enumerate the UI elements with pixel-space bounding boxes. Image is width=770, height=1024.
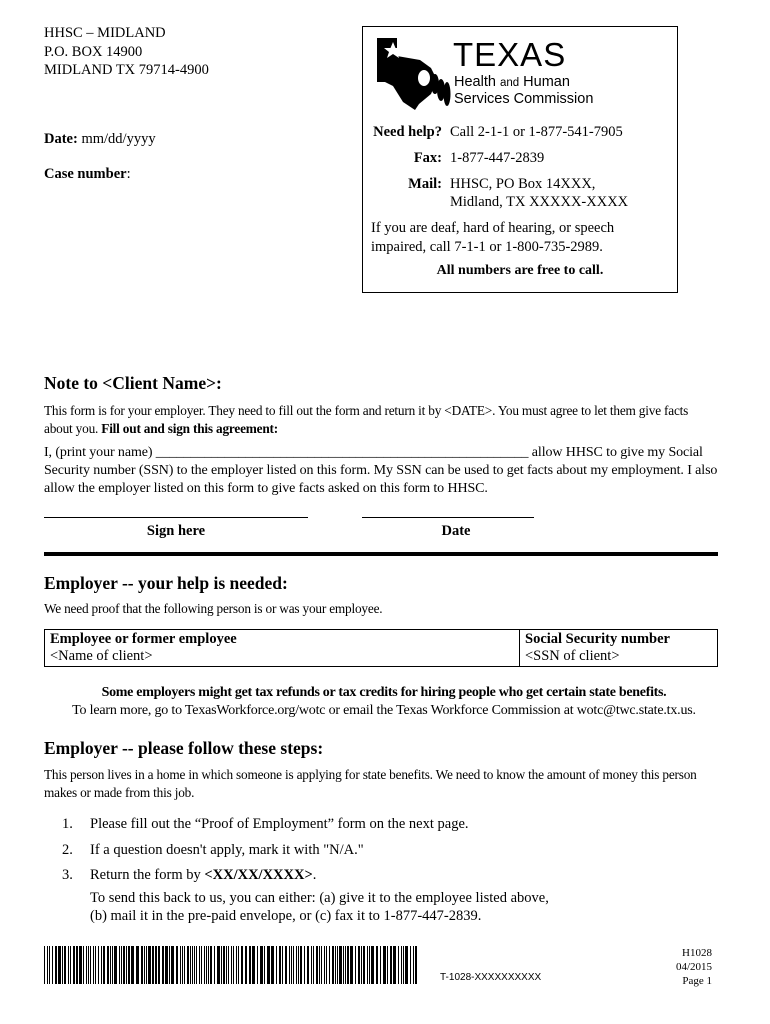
employer-heading: Employer -- your help is needed: xyxy=(44,573,288,593)
barcode-bar xyxy=(180,946,181,984)
barcode-bar xyxy=(201,946,202,984)
barcode-bar xyxy=(79,946,82,984)
barcode-bar xyxy=(376,946,378,984)
employee-table xyxy=(44,629,718,667)
barcode-bar xyxy=(64,946,66,984)
barcode-bar xyxy=(146,946,147,984)
barcode-bar xyxy=(390,946,392,984)
barcode-bar xyxy=(363,946,365,984)
barcode-bar xyxy=(293,946,294,984)
logo-and: and xyxy=(499,77,520,89)
table-row xyxy=(45,630,718,667)
barcode-bar xyxy=(95,946,96,984)
barcode-bar xyxy=(410,946,411,984)
barcode-bar xyxy=(192,946,193,984)
mail-label: Mail: xyxy=(408,176,442,192)
barcode-bar xyxy=(249,946,251,984)
barcode-bar xyxy=(199,946,200,984)
sender-line-2: P.O. BOX 14900 xyxy=(44,43,143,60)
barcode-bar xyxy=(47,946,48,984)
help-label: Need help? xyxy=(373,124,442,140)
barcode-bar xyxy=(383,946,386,984)
barcode-bar xyxy=(233,946,234,984)
barcode-bar xyxy=(68,946,69,984)
barcode-bar xyxy=(279,946,281,984)
barcode-bar xyxy=(208,946,209,984)
barcode xyxy=(44,946,418,984)
ssn-value: <SSN of client> xyxy=(525,648,620,664)
barcode-bar xyxy=(144,946,145,984)
list-item xyxy=(0,867,770,887)
help-row xyxy=(362,124,678,144)
return-note-1: To send this back to us, you can either: (a) give it to the employee listed above, xyxy=(90,890,549,906)
barcode-bar xyxy=(62,946,63,984)
barcode-bar xyxy=(131,946,134,984)
barcode-bar xyxy=(311,946,312,984)
barcode-bar xyxy=(403,946,404,984)
section-divider xyxy=(44,552,718,556)
case-number-label: Case number xyxy=(44,166,127,182)
barcode-bar xyxy=(171,946,174,984)
barcode-bar xyxy=(329,946,330,984)
barcode-bar xyxy=(313,946,314,984)
list-item xyxy=(0,816,770,836)
barcode-bar xyxy=(196,946,197,984)
employee-cell xyxy=(45,630,520,667)
barcode-bar xyxy=(128,946,130,984)
step-number: 3. xyxy=(62,867,73,883)
barcode-bar xyxy=(319,946,320,984)
step-text-post: . xyxy=(312,867,317,883)
barcode-bar xyxy=(223,946,225,984)
employee-name: <Name of client> xyxy=(50,648,153,664)
barcode-bar xyxy=(210,946,212,984)
sender-line-3: MIDLAND TX 79714-4900 xyxy=(44,62,209,78)
barcode-bar xyxy=(413,946,414,984)
barcode-bar xyxy=(296,946,297,984)
barcode-bar xyxy=(88,946,89,984)
barcode-bar xyxy=(371,946,374,984)
barcode-bar xyxy=(298,946,299,984)
note-heading: Note to <Client Name>: xyxy=(44,373,222,393)
barcode-bar xyxy=(101,946,102,984)
form-info xyxy=(640,946,712,988)
step-text xyxy=(90,867,316,884)
ssn-header: Social Security number xyxy=(525,631,670,647)
help-phone[interactable]: Call 2-1-1 or 1-877-541-7905 xyxy=(450,124,623,140)
barcode-bar xyxy=(285,946,287,984)
form-date: 04/2015 xyxy=(675,961,712,973)
sign-here-label: Sign here xyxy=(146,523,206,539)
barcode-bar xyxy=(345,946,346,984)
barcode-bar xyxy=(214,946,215,984)
barcode-bar xyxy=(387,946,388,984)
barcode-bar xyxy=(112,946,113,984)
barcode-bar xyxy=(252,946,255,984)
signature-date-line[interactable] xyxy=(362,517,534,518)
fax-number[interactable]: 1-877-447-2839 xyxy=(450,150,545,166)
barcode-bar xyxy=(304,946,305,984)
barcode-bar xyxy=(241,946,243,984)
ssn-cell xyxy=(520,630,718,667)
barcode-bar xyxy=(121,946,122,984)
barcode-bar xyxy=(55,946,57,984)
tax-credit-info: To learn more, go to TexasWorkforce.org/wotc or email the Texas Workforce Commission at wotc@twc.state.tx.us. xyxy=(72,703,696,718)
date-value: mm/dd/yyyy xyxy=(77,131,156,147)
barcode-bar xyxy=(335,946,336,984)
barcode-bar xyxy=(271,946,274,984)
logo-human: Human xyxy=(519,74,570,90)
barcode-bar xyxy=(206,946,207,984)
barcode-bar xyxy=(228,946,229,984)
barcode-bar xyxy=(337,946,338,984)
texas-state-silhouette-icon xyxy=(377,38,451,110)
barcode-bar xyxy=(58,946,61,984)
date-field xyxy=(44,131,156,148)
barcode-bar xyxy=(187,946,189,984)
sender-address xyxy=(44,24,209,80)
free-call-note: All numbers are free to call. xyxy=(436,263,604,278)
fax-label: Fax: xyxy=(413,150,442,166)
barcode-bar xyxy=(73,946,75,984)
barcode-bar xyxy=(282,946,283,984)
barcode-bar xyxy=(361,946,362,984)
barcode-bar xyxy=(182,946,183,984)
barcode-bar xyxy=(76,946,78,984)
mail-address-2: Midland, TX XXXXX-XXXX xyxy=(450,194,629,210)
barcode-bar xyxy=(114,946,117,984)
barcode-bar xyxy=(316,946,318,984)
barcode-bar xyxy=(405,946,408,984)
note-paragraph xyxy=(44,402,714,438)
fax-row xyxy=(362,150,678,170)
barcode-bar xyxy=(98,946,99,984)
barcode-bar xyxy=(380,946,381,984)
return-note-2: (b) mail it in the pre-paid envelope, or (c) fax it to 1-877-447-2839. xyxy=(90,908,482,924)
step-text-pre: Return the form by xyxy=(90,867,205,883)
barcode-bar xyxy=(355,946,356,984)
barcode-bar xyxy=(70,946,71,984)
barcode-bar xyxy=(103,946,105,984)
barcode-bar xyxy=(238,946,239,984)
barcode-bar xyxy=(264,946,265,984)
barcode-bar xyxy=(90,946,91,984)
step-number: 2. xyxy=(62,842,73,858)
barcode-bar xyxy=(398,946,399,984)
barcode-bar xyxy=(184,946,185,984)
barcode-bar xyxy=(221,946,222,984)
deaf-note: If you are deaf, hard of hearing, or speech impaired, call 7-1-1 or 1-800-735-2989. xyxy=(371,220,615,255)
tax-credit-note: Some employers might get tax refunds or tax credits for hiring people who get certain state benefits. xyxy=(101,685,667,700)
barcode-bar xyxy=(307,946,309,984)
barcode-bar xyxy=(226,946,227,984)
barcode-bar xyxy=(83,946,84,984)
barcode-bar xyxy=(204,946,205,984)
steps-intro: This person lives in a home in which someone is applying for state benefits. We need to know the amount of money this person makes or made from this job. xyxy=(44,767,697,800)
date-label: Date: xyxy=(44,131,78,147)
barcode-bar xyxy=(148,946,151,984)
barcode-bar xyxy=(289,946,290,984)
barcode-bar xyxy=(401,946,402,984)
barcode-bar xyxy=(86,946,87,984)
sign-date-label: Date xyxy=(441,523,471,539)
barcode-bar xyxy=(44,946,45,984)
page-number: Page 1 xyxy=(682,975,712,987)
barcode-bar xyxy=(326,946,327,984)
barcode-bar xyxy=(257,946,258,984)
form-number: H1028 xyxy=(682,947,712,959)
signature-line[interactable] xyxy=(44,517,308,518)
barcode-bar xyxy=(332,946,334,984)
barcode-bar xyxy=(217,946,220,984)
step-number: 1. xyxy=(62,816,73,832)
agreement-paragraph: I, (print your name) ______________________________________________________ allow HHSC to give my Social Security number (SSN) to the employer listed on this form. My SSN can be used to get facts about my employment. I also allow the employer listed on this form to give facts asked on this form to HHSC. xyxy=(44,445,718,496)
barcode-bar xyxy=(190,946,191,984)
employee-header: Employee or former employee xyxy=(50,631,237,647)
barcode-bar xyxy=(176,946,178,984)
barcode-bar xyxy=(141,946,143,984)
barcode-bar xyxy=(231,946,232,984)
barcode-bar xyxy=(300,946,302,984)
logo-texas-wordmark: TEXAS xyxy=(453,36,567,73)
barcode-bar xyxy=(339,946,342,984)
mail-address-1: HHSC, PO Box 14XXX, xyxy=(450,176,596,192)
barcode-bar xyxy=(267,946,270,984)
barcode-bar xyxy=(165,946,168,984)
barcode-bar xyxy=(110,946,111,984)
logo-line-2 xyxy=(454,74,570,92)
logo-line-3: Services Commission xyxy=(454,91,594,107)
case-number-colon: : xyxy=(126,166,131,182)
note-instruction: Fill out and sign this agreement: xyxy=(101,421,278,436)
barcode-bar xyxy=(343,946,344,984)
barcode-bar xyxy=(415,946,417,984)
sender-line-1: HHSC – MIDLAND xyxy=(44,25,166,41)
barcode-bar xyxy=(236,946,237,984)
barcode-bar xyxy=(119,946,120,984)
barcode-bar xyxy=(155,946,157,984)
barcode-bar xyxy=(158,946,160,984)
barcode-bar xyxy=(276,946,277,984)
barcode-bar xyxy=(123,946,125,984)
barcode-bar xyxy=(126,946,127,984)
barcode-bar xyxy=(291,946,292,984)
barcode-bar xyxy=(350,946,353,984)
barcode-bar xyxy=(93,946,94,984)
list-item xyxy=(0,842,770,862)
barcode-bar xyxy=(245,946,247,984)
employer-intro: We need proof that the following person is or was your employee. xyxy=(44,601,383,616)
barcode-bar xyxy=(393,946,396,984)
barcode-bar xyxy=(321,946,322,984)
return-date: <XX/XX/XXXX> xyxy=(204,867,313,883)
barcode-bar xyxy=(107,946,109,984)
barcode-bar xyxy=(152,946,154,984)
barcode-bar xyxy=(369,946,370,984)
step-text: If a question doesn't apply, mark it with "N/A." xyxy=(90,842,364,858)
barcode-bar xyxy=(260,946,263,984)
barcode-bar xyxy=(136,946,139,984)
steps-heading: Employer -- please follow these steps: xyxy=(44,738,324,758)
mail-row xyxy=(362,176,678,216)
barcode-bar xyxy=(49,946,50,984)
case-number-field xyxy=(44,166,131,183)
barcode-bar xyxy=(358,946,360,984)
barcode-bar xyxy=(324,946,325,984)
barcode-bar xyxy=(169,946,170,984)
barcode-bar xyxy=(194,946,195,984)
barcode-bar xyxy=(162,946,164,984)
barcode-bar xyxy=(347,946,349,984)
form-code: T-1028-XXXXXXXXXX xyxy=(440,972,542,983)
barcode-bar xyxy=(52,946,53,984)
step-text: Please fill out the “Proof of Employment” form on the next page. xyxy=(90,816,469,832)
barcode-bar xyxy=(367,946,368,984)
logo-health: Health xyxy=(454,74,500,90)
note-text: This form is for your employer. They need to fill out the form and return it by <DATE>. You must agree to let them give facts about you. xyxy=(44,403,689,436)
